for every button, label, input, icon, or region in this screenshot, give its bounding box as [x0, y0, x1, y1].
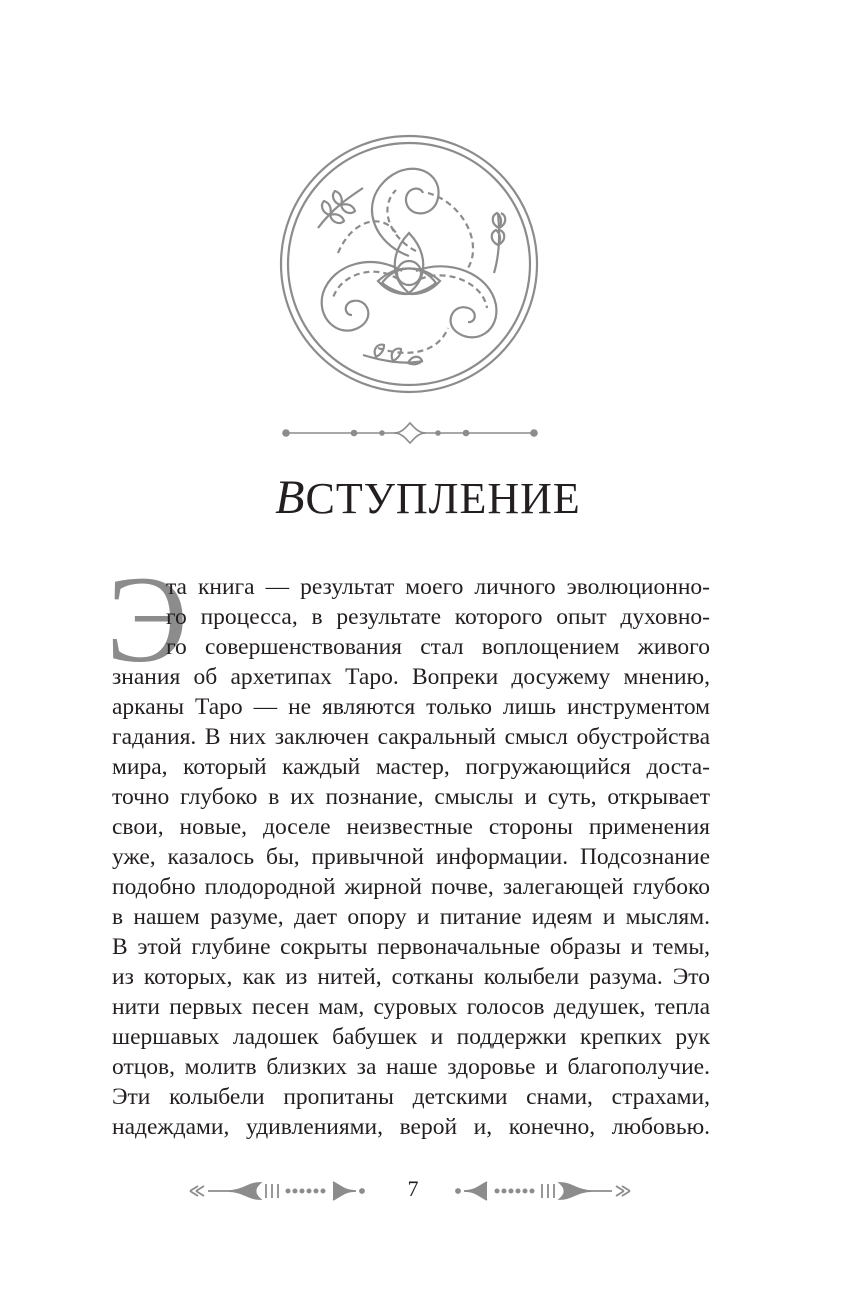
triquetra-spiral-emblem-icon [278, 133, 540, 395]
ornamental-divider-icon [282, 420, 538, 446]
text-line: из которых, как из нитей, сотканы колыбели разума. Это [112, 964, 710, 990]
text-line: го совершенствования стал воплощением живого [166, 634, 710, 660]
text-line: свои, новые, доселе неизвестные стороны применения [112, 814, 710, 840]
text-line: уже, казалось бы, привычной информации. Подсознание [112, 844, 710, 870]
text-line: шершавых ладошек бабушек и поддержки крепких рук [112, 1024, 710, 1050]
text-line: гадания. В них заключен сакральный смысл обустройства [112, 724, 710, 750]
chapter-title-rest: СТУПЛЕНИЕ [305, 474, 581, 523]
text-line: знания об архетипах Таро. Вопреки досужему мнению, [112, 664, 710, 690]
text-line: В этой глубине сокрыты первоначальные образы и темы, [112, 934, 710, 960]
text-line: подобно плодородной жирной почве, залегающей глубоко [112, 874, 710, 900]
drop-cap: Э [106, 551, 188, 688]
text-line: го процесса, в результате которого опыт духовно- [166, 604, 710, 630]
footer-ornament-left-icon [188, 1178, 368, 1204]
chapter-title-initial: В [275, 471, 306, 524]
chapter-title [0, 470, 856, 525]
text-line: надеждами, удивлениями, верой и, конечно, любовью. [112, 1114, 710, 1140]
body-paragraph [112, 572, 710, 1142]
page-number: 7 [407, 1176, 419, 1201]
text-line: Эти колыбели пропитаны детскими снами, страхами, [112, 1084, 710, 1110]
text-line: мира, который каждый мастер, погружающийся доста- [112, 754, 710, 780]
text-line: та книга — результат моего личного эволюционно- [166, 574, 710, 600]
text-line: нити первых песен мам, суровых голосов дедушек, тепла [112, 994, 710, 1020]
text-line: отцов, молитв близких за наше здоровье и благополучие. [112, 1054, 710, 1080]
text-line: в нашем разуме, дает опору и питание идеям и мыслям. [112, 904, 710, 930]
text-line: точно глубоко в их познание, смыслы и суть, открывает [112, 784, 710, 810]
text-line: арканы Таро — не являются только лишь инструментом [112, 694, 710, 720]
footer-ornament-right-icon [452, 1178, 632, 1204]
